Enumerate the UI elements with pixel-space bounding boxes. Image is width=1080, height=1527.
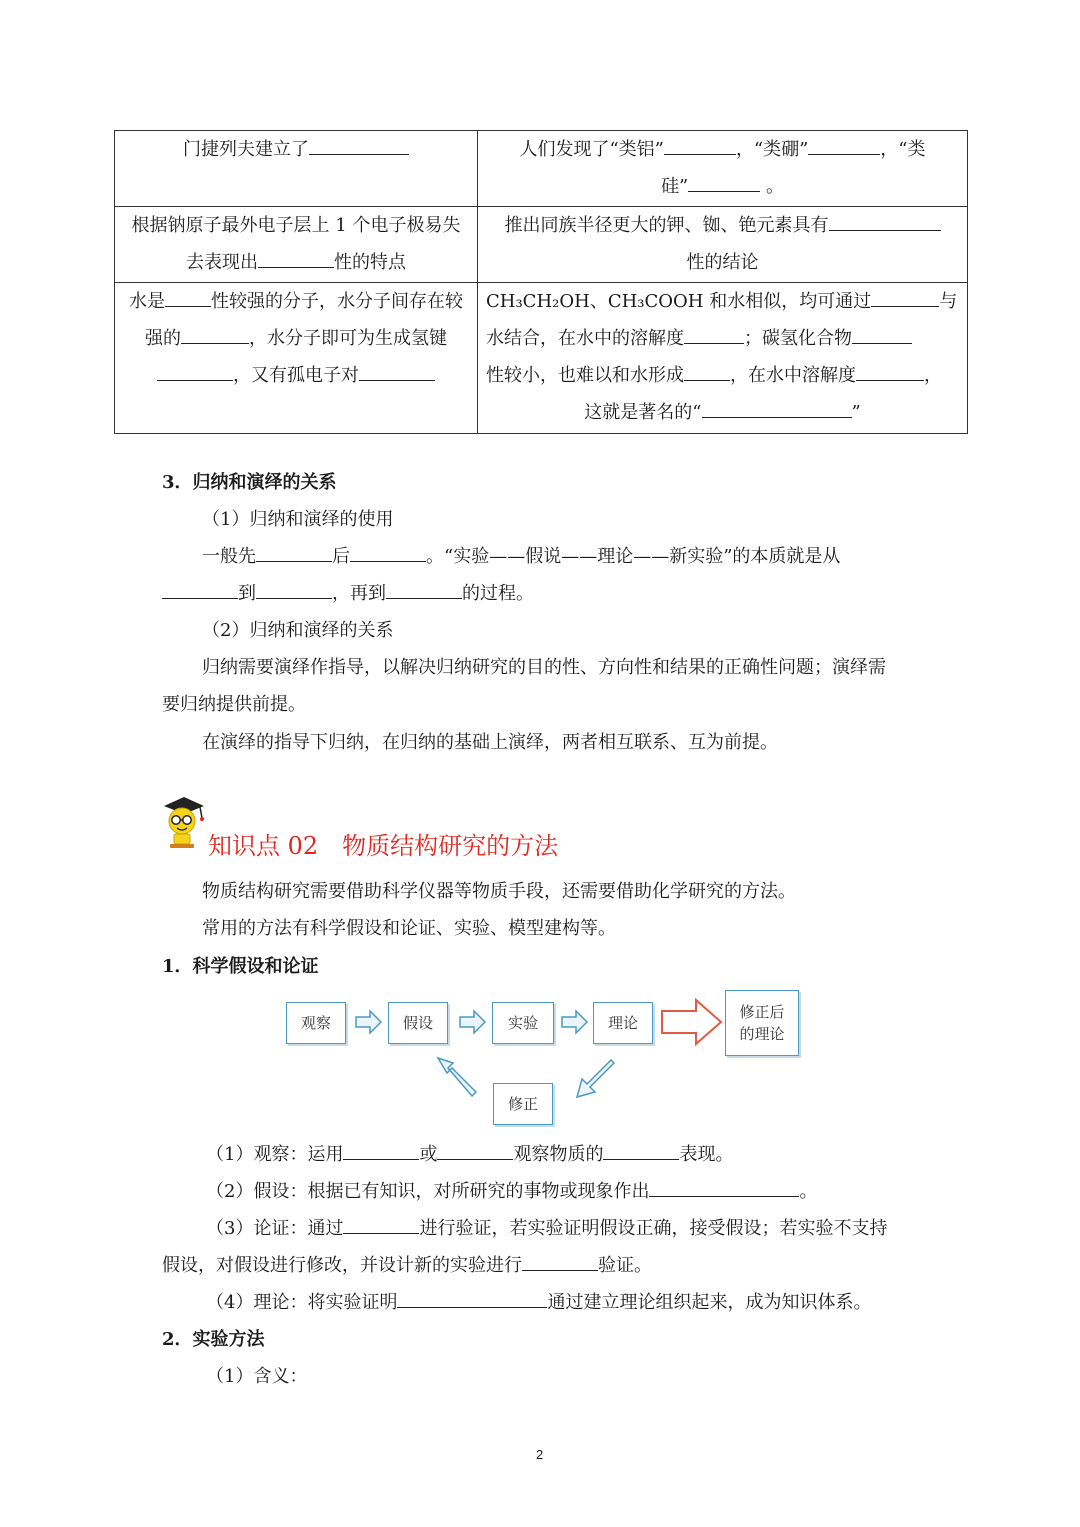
- graduate-mascot-icon: [160, 794, 210, 852]
- text: 观察物质的: [513, 1144, 604, 1165]
- answer-blank[interactable]: [343, 1142, 419, 1160]
- box-label: 修正后: [739, 1003, 785, 1021]
- answer-blank[interactable]: [256, 581, 332, 599]
- paragraph-line: [206, 1140, 733, 1166]
- cell-text: 去表现出: [186, 252, 258, 273]
- answer-blank[interactable]: [684, 363, 730, 381]
- paragraph-line: 归纳需要演绎作指导，以解决归纳研究的目的性、方向性和结果的正确性问题；演绎需: [202, 657, 886, 678]
- text: 验证。: [598, 1255, 652, 1276]
- answer-blank[interactable]: [359, 363, 435, 381]
- paragraph-line: 常用的方法有科学假设和论证、实验、模型建构等。: [202, 918, 616, 939]
- table-cell: [115, 207, 478, 283]
- table-cell: [478, 131, 968, 207]
- text: 或: [419, 1144, 438, 1165]
- cell-text: 推出同族半径更大的钾、铷、铯元素具有: [504, 215, 829, 236]
- cell-text: ，“类硼”: [735, 139, 809, 160]
- paragraph-line: [206, 1177, 817, 1203]
- paragraph-line: 在演绎的指导下归纳，在归纳的基础上演绎，两者相互联系、互为前提。: [202, 732, 778, 753]
- answer-blank[interactable]: [309, 137, 409, 155]
- answer-blank[interactable]: [649, 1179, 799, 1197]
- subheading: （2）归纳和演绎的关系: [202, 620, 394, 641]
- cell-text: 水是: [129, 291, 165, 312]
- flow-box-observe: [286, 1002, 346, 1044]
- table-row: [115, 283, 968, 434]
- right-arrow-icon: [460, 1011, 485, 1033]
- text: 进行验证，若实验证明假设正确，接受假设；若实验不支持: [419, 1218, 888, 1239]
- text: 假设，对假设进行修改，并设计新的实验进行: [162, 1255, 522, 1276]
- answer-blank[interactable]: [162, 581, 238, 599]
- page-number: 2: [536, 1447, 544, 1462]
- answer-blank[interactable]: [181, 326, 249, 344]
- answer-blank[interactable]: [157, 363, 233, 381]
- text: ，再到: [332, 583, 386, 604]
- text: （4）理论：将实验证明: [206, 1292, 398, 1313]
- text: 一般先: [202, 546, 256, 567]
- cell-text: CH₃CH₂OH、CH₃COOH 和水相似，均可通过: [486, 291, 872, 312]
- answer-blank[interactable]: [437, 1142, 513, 1160]
- cell-text: 人们发现了“类铝”: [519, 139, 664, 160]
- answer-blank[interactable]: [684, 326, 744, 344]
- cell-text: 性的特点: [334, 252, 406, 273]
- answer-blank[interactable]: [397, 1290, 547, 1308]
- text: （2）假设：根据已有知识，对所研究的事物或现象作出: [206, 1181, 650, 1202]
- big-right-arrow-icon: [662, 1000, 721, 1044]
- paragraph-line: [162, 1251, 652, 1277]
- cell-text: 。: [765, 176, 784, 197]
- box-label: 修正: [507, 1095, 538, 1113]
- box-label: 的理论: [739, 1025, 785, 1043]
- table-cell: [115, 283, 478, 434]
- answer-blank[interactable]: [603, 1142, 679, 1160]
- cell-text: ，: [924, 365, 942, 386]
- cell-text: 与: [939, 291, 958, 312]
- paragraph-line: [202, 542, 840, 568]
- section-heading: 1．科学假设和论证: [162, 956, 319, 977]
- cell-text: 硅”: [661, 176, 689, 197]
- cell-text: 性较强的分子，水分子间存在较: [211, 291, 463, 312]
- cell-text: 强的: [145, 328, 181, 349]
- cell-text: 性较小，也难以和水形成: [486, 365, 684, 386]
- fill-in-table: [114, 130, 968, 434]
- section-heading: 3．归纳和演绎的关系: [162, 472, 337, 493]
- table-row: [115, 131, 968, 207]
- box-label: 实验: [507, 1014, 538, 1032]
- cell-text: ，“类: [880, 139, 926, 160]
- answer-blank[interactable]: [256, 544, 332, 562]
- cell-text: ；碳氢化合物: [744, 328, 852, 349]
- flow-box-revised-theory: [725, 990, 799, 1056]
- answer-blank[interactable]: [871, 289, 939, 307]
- flow-box-hypothesis: [388, 1002, 448, 1044]
- cell-text: 门捷列夫建立了: [183, 139, 309, 160]
- cell-text: ，又有孤电子对: [233, 365, 359, 386]
- table-cell: [478, 207, 968, 283]
- answer-blank[interactable]: [702, 400, 852, 418]
- text: 到: [238, 583, 256, 604]
- right-arrow-icon: [356, 1011, 381, 1033]
- subheading: （1）归纳和演绎的使用: [202, 509, 394, 530]
- text: （3）论证：通过: [206, 1218, 344, 1239]
- text: 。: [799, 1181, 818, 1202]
- subheading: （1）含义：: [206, 1366, 308, 1387]
- cell-text: 水结合，在水中的溶解度: [486, 328, 684, 349]
- answer-blank[interactable]: [829, 213, 941, 231]
- paragraph-line: 要归纳提供前提。: [162, 694, 306, 715]
- table-cell: [478, 283, 968, 434]
- box-label: 理论: [607, 1014, 638, 1032]
- answer-blank[interactable]: [688, 174, 760, 192]
- text: 的过程。: [462, 583, 534, 604]
- answer-blank[interactable]: [522, 1253, 598, 1271]
- up-left-arrow-icon: [438, 1058, 476, 1096]
- cell-text: 根据钠原子最外电子层上 1 个电子极易失: [131, 215, 461, 236]
- knowledge-point-title: 知识点 02 物质结构研究的方法: [208, 832, 559, 860]
- down-left-arrow-icon: [577, 1060, 614, 1097]
- flow-box-theory: [593, 1002, 653, 1044]
- answer-blank[interactable]: [856, 363, 924, 381]
- section-heading: 2．实验方法: [162, 1329, 265, 1350]
- cell-text: 性的结论: [686, 252, 759, 273]
- answer-blank[interactable]: [165, 289, 211, 307]
- cell-text: ”: [851, 402, 861, 423]
- text: （1）观察：运用: [206, 1144, 344, 1165]
- flow-box-experiment: [492, 1002, 554, 1044]
- box-label: 观察: [300, 1014, 331, 1032]
- answer-blank[interactable]: [664, 137, 736, 155]
- answer-blank[interactable]: [343, 1216, 419, 1234]
- answer-blank[interactable]: [386, 581, 462, 599]
- cell-text: ，水分子即可为生成氢键: [249, 328, 447, 349]
- answer-blank[interactable]: [350, 544, 426, 562]
- box-label: 假设: [402, 1014, 433, 1032]
- paragraph-line: [206, 1214, 887, 1240]
- flow-box-revise: [493, 1083, 553, 1125]
- text: 后: [332, 546, 350, 567]
- right-arrow-icon: [562, 1011, 587, 1033]
- answer-blank[interactable]: [258, 250, 334, 268]
- cell-text: 这就是著名的“: [584, 402, 702, 423]
- text: 通过建立理论组织起来，成为知识体系。: [547, 1292, 872, 1313]
- table-cell: [115, 131, 478, 207]
- text: 表现。: [679, 1144, 734, 1165]
- answer-blank[interactable]: [808, 137, 880, 155]
- answer-blank[interactable]: [852, 326, 912, 344]
- cell-text: ，在水中溶解度: [730, 365, 856, 386]
- table-row: [115, 207, 968, 283]
- text: 。“实验——假说——理论——新实验”的本质就是从: [426, 546, 841, 567]
- paragraph-line: [206, 1288, 871, 1314]
- paragraph-line: [162, 579, 534, 605]
- paragraph-line: 物质结构研究需要借助科学仪器等物质手段，还需要借助化学研究的方法。: [202, 881, 796, 902]
